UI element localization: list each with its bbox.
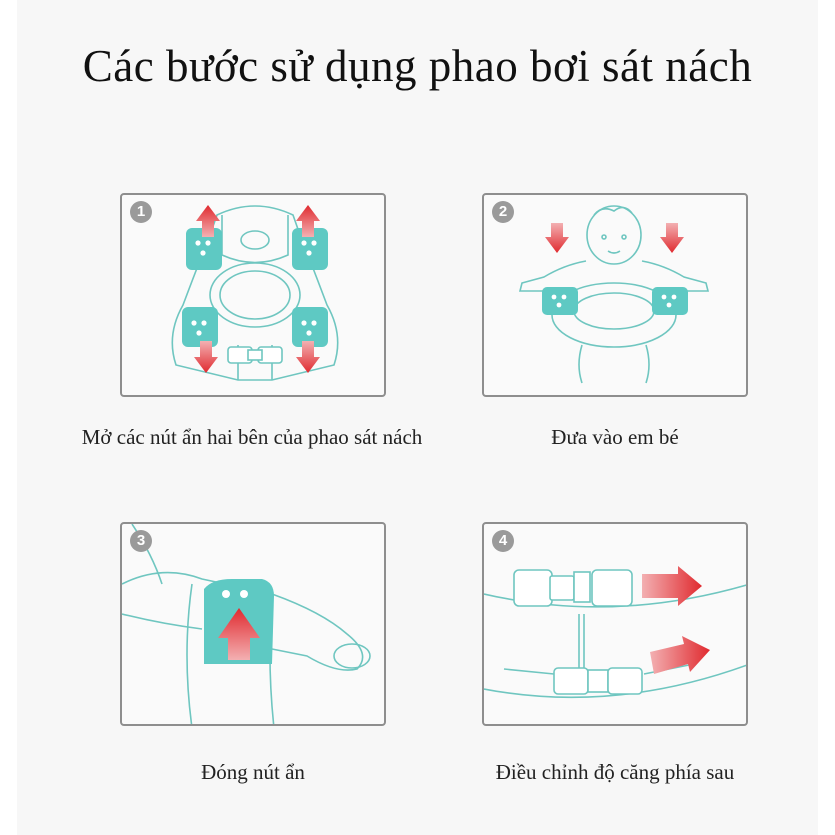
step-4-panel (482, 522, 748, 726)
adjust-strap-illustration (484, 524, 748, 726)
step-2-panel (482, 193, 748, 397)
step-4-caption: Điều chỉnh độ căng phía sau (495, 760, 735, 784)
instruction-sheet (17, 0, 818, 835)
open-buttons-illustration (122, 195, 386, 397)
close-buttons-illustration (122, 524, 386, 726)
step-3-panel (120, 522, 386, 726)
buckle-icon (514, 570, 642, 694)
step-number-badge: 1 (130, 201, 152, 223)
insert-baby-illustration (484, 195, 748, 397)
down-arrows (545, 223, 684, 253)
step-number-badge: 2 (492, 201, 514, 223)
buckle-icon (228, 347, 282, 363)
step-2-caption: Đưa vào em bé (551, 425, 679, 449)
step-number-badge: 4 (492, 530, 514, 552)
step-number-badge: 3 (130, 530, 152, 552)
right-arrows (642, 566, 710, 674)
teal-pads (182, 228, 328, 347)
teal-pads (542, 287, 688, 315)
page-title: Các bước sử dụng phao bơi sát nách (82, 41, 753, 91)
step-1-caption: Mở các nút ẩn hai bên của phao sát nách (81, 425, 423, 449)
step-3-caption: Đóng nút ẩn (201, 760, 305, 784)
step-1-panel (120, 193, 386, 397)
